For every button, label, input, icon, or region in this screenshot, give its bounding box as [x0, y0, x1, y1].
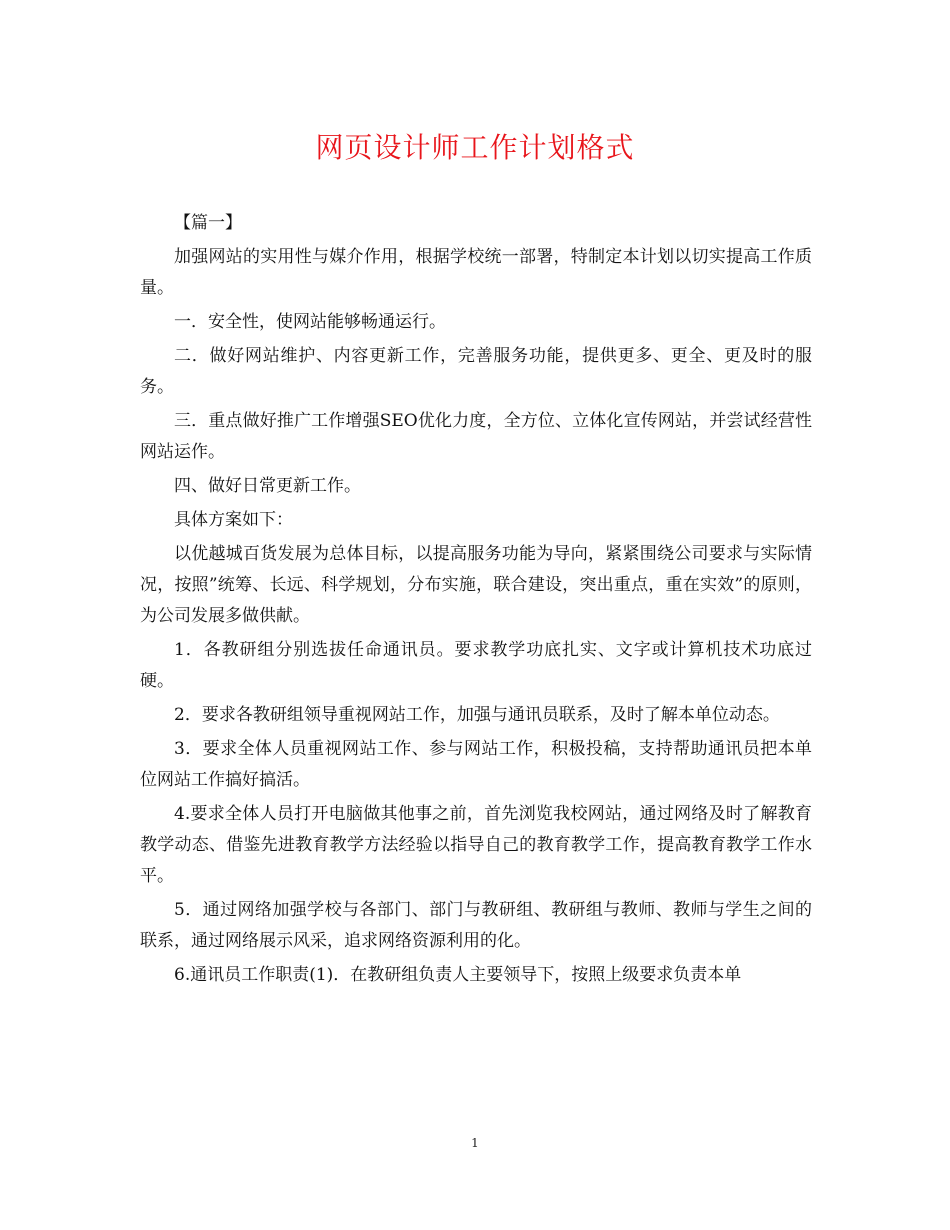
paragraph-step-2: 2．要求各教研组领导重视网站工作，加强与通讯员联系，及时了解本单位动态。: [174, 705, 780, 725]
document-title: 网页设计师工作计划格式: [315, 131, 635, 164]
paragraph-intro: 加强网站的实用性与媒介作用，根据学校统一部署，特制定本计划以切实提高工作质量。: [140, 247, 812, 298]
paragraph-item-2: 二．做好网站维护、内容更新工作，完善服务功能，提供更多、更全、更及时的服务。: [140, 346, 812, 397]
paragraph-step-3: 3．要求全体人员重视网站工作、参与网站工作，积极投稿，支持帮助通讯员把本单位网站工作搞好搞活。: [140, 739, 812, 790]
paragraph-step-4: 4.要求全体人员打开电脑做其他事之前，首先浏览我校网站，通过网络及时了解教育教学动态、借鉴先进教育教学方法经验以指导自己的教育教学工作，提高教育教学工作水平。: [140, 804, 812, 886]
paragraph-item-4: 四、做好日常更新工作。: [174, 476, 361, 496]
paragraph-plan-heading: 具体方案如下：: [174, 510, 293, 530]
paragraph-step-1: 1．各教研组分别选拔任命通讯员。要求教学功底扎实、文字或计算机技术功底过硬。: [140, 640, 812, 691]
paragraph-goal: 以优越城百货发展为总体目标，以提高服务功能为导向，紧紧围绕公司要求与实际情况，按照”统筹、长远、科学规划，分布实施，联合建设，突出重点，重在实效”的原则，为公司发展多做供献。: [140, 544, 812, 626]
document-body: [140, 208, 812, 994]
paragraph-item-3: 三．重点做好推广工作增强SEO优化力度，全方位、立体化宣传网站，并尝试经营性网站运作。: [140, 411, 812, 462]
paragraph-item-1: 一．安全性，使网站能够畅通运行。: [174, 312, 446, 332]
section-label: 【篇一】: [174, 213, 242, 233]
paragraph-step-6: 6.通讯员工作职责(1)．在教研组负责人主要领导下，按照上级要求负责本单: [174, 965, 742, 985]
page-number: 1: [471, 1136, 479, 1150]
paragraph-step-5: 5．通过网络加强学校与各部门、部门与教研组、教研组与教师、教师与学生之间的联系，通过网络展示风采，追求网络资源利用的化。: [140, 900, 812, 951]
